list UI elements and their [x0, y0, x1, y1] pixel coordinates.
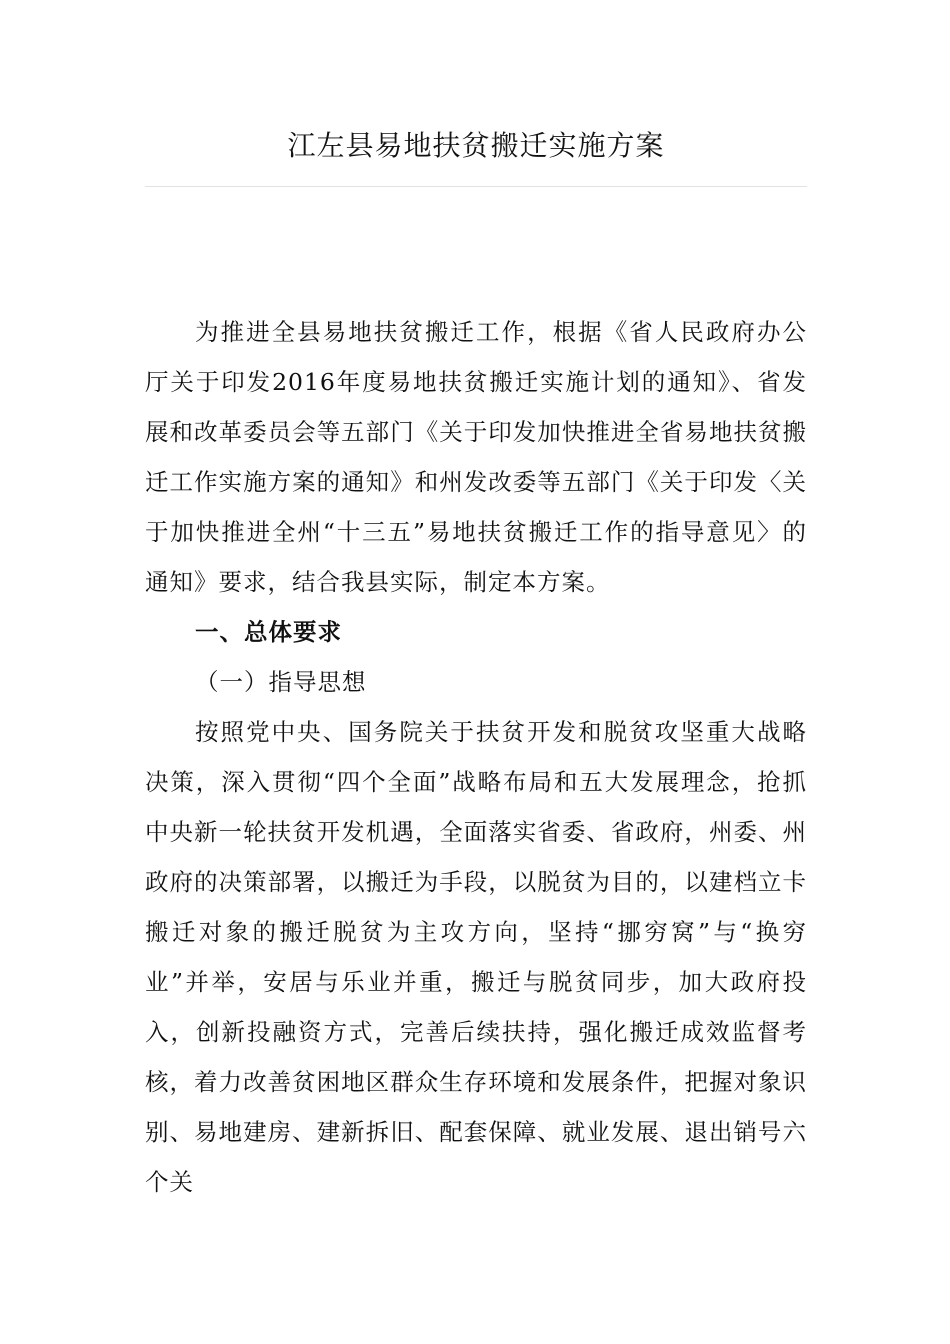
document-body [145, 307, 807, 1207]
title-divider [145, 186, 807, 187]
document-title: 江左县易地扶贫搬迁实施方案 [287, 129, 665, 162]
intro-paragraph: 为推进全县易地扶贫搬迁工作，根据《省人民政府办公厅关于印发2016年度易地扶贫搬迁实施计划的通知》、省发展和改革委员会等五部门《关于印发加快推进全省易地扶贫搬迁工作实施方案的通知》和州发改委等五部门《关于印发〈关于加快推进全州“十三五”易地扶贫搬迁工作的指导意见〉的通知》要求，结合我县实际，制定本方案。 [145, 318, 807, 596]
section-heading: 一、总体要求 [195, 618, 342, 646]
subsection-heading: （一）指导思想 [195, 668, 367, 696]
guiding-thought-paragraph: 按照党中央、国务院关于扶贫开发和脱贫攻坚重大战略决策，深入贯彻“四个全面”战略布局和五大发展理念，抢抓中央新一轮扶贫开发机遇，全面落实省委、省政府，州委、州政府的决策部署，以搬迁为手段，以脱贫为目的，以建档立卡搬迁对象的搬迁脱贫为主攻方向，坚持“挪穷窝”与“换穷业”并举，安居与乐业并重，搬迁与脱贫同步，加大政府投入，创新投融资方式，完善后续扶持，强化搬迁成效监督考核，着力改善贫困地区群众生存环境和发展条件，把握对象识别、易地建房、建新拆旧、配套保障、就业发展、退出销号六个关 [145, 718, 807, 1196]
